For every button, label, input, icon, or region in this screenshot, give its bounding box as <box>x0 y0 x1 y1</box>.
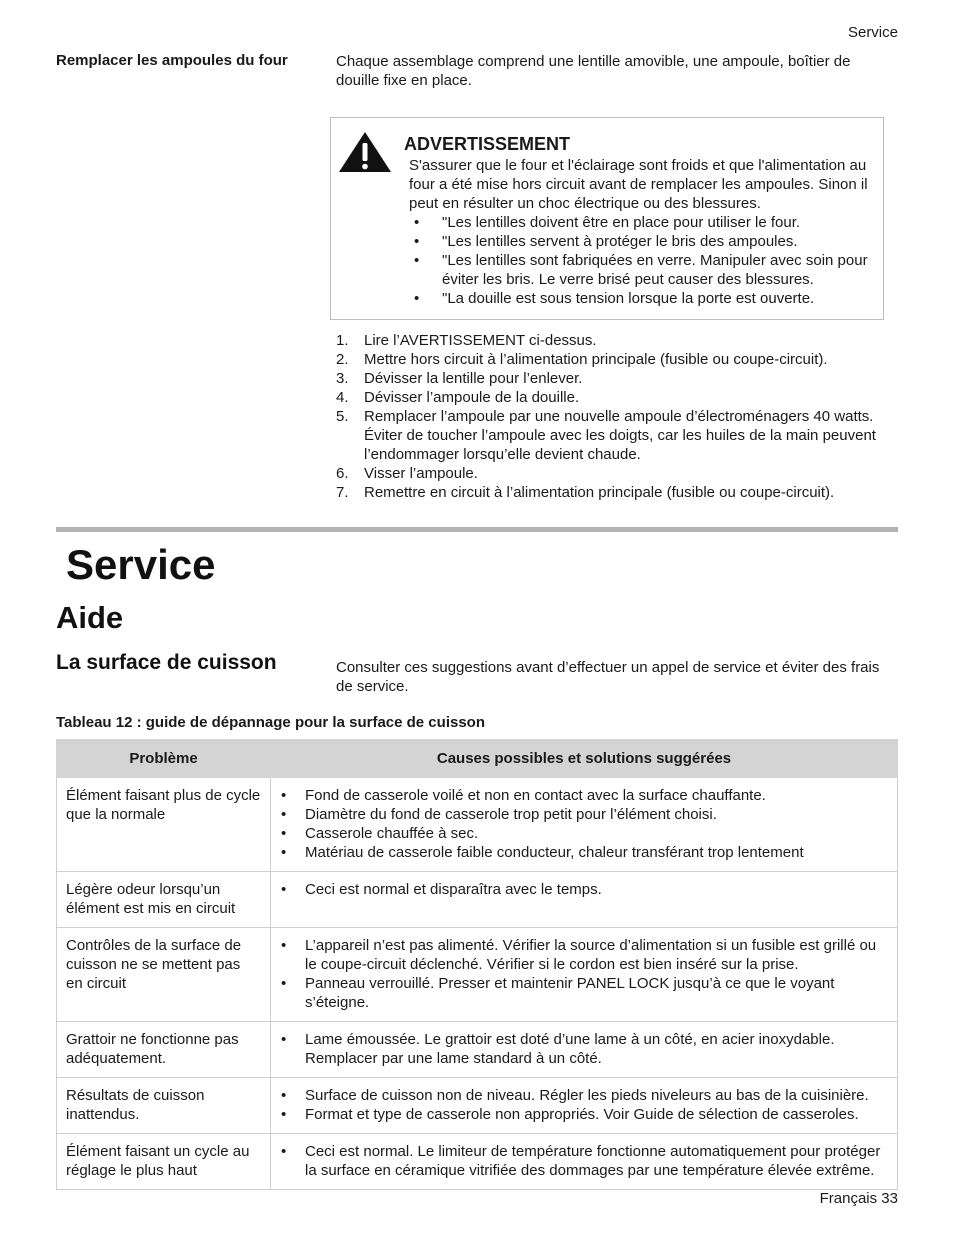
problem-cell: Contrôles de la surface de cuisson ne se mettent pas en circuit <box>57 928 271 1022</box>
step-number: 6. <box>336 465 349 482</box>
cause-item: • Matériau de casserole faible conducteur, chaleur transférant trop lentement <box>279 843 887 862</box>
step-text: Dévisser la lentille pour l’enlever. <box>364 370 583 387</box>
warning-item: • "La douille est sous tension lorsque la porte est ouverte. <box>409 289 881 308</box>
step-number: 4. <box>336 389 349 406</box>
causes-cell <box>271 1078 898 1134</box>
warning-item: • "Les lentilles servent à protéger le bris des ampoules. <box>409 232 881 251</box>
causes-cell <box>271 928 898 1022</box>
troubleshooting-table <box>56 739 898 1190</box>
step-item <box>336 407 898 464</box>
step-text: Lire l’AVERTISSEMENT ci-dessus. <box>364 332 597 349</box>
section-divider <box>56 527 898 532</box>
warning-title: ADVERTISSEMENT <box>404 134 571 154</box>
cause-item: • Ceci est normal. Le limiteur de température fonctionne automatiquement pour protéger la surface en céramique vitrifiée des dommages par une température élevée extrême. <box>279 1142 887 1180</box>
cause-item: • Diamètre du fond de casserole trop petit pour l’élément choisi. <box>279 805 887 824</box>
chapter-title: Service <box>66 541 216 588</box>
warning-item: • "Les lentilles doivent être en place pour utiliser le four. <box>409 213 881 232</box>
page-number: Français 33 <box>819 1190 898 1207</box>
step-text: Mettre hors circuit à l’alimentation principale (fusible ou coupe-circuit). <box>364 351 828 368</box>
problem-cell: Légère odeur lorsqu’un élément est mis en circuit <box>57 872 271 928</box>
step-item <box>336 331 898 350</box>
surface-intro: Consulter ces suggestions avant d’effectuer un appel de service et éviter des frais de service. <box>336 659 880 695</box>
step-item <box>336 483 898 502</box>
step-text: Dévisser l’ampoule de la douille. <box>364 389 580 406</box>
warning-text: S'assurer que le four et l'éclairage sont froids et que l'alimentation au four a été mise hors circuit avant de remplacer les ampoules. Sinon il peut en résulter un choc électrique ou des blessures. <box>409 157 868 212</box>
warning-triangle-icon <box>337 130 393 174</box>
cause-item: • Ceci est normal et disparaîtra avec le temps. <box>279 880 887 899</box>
warning-list <box>409 213 881 308</box>
steps-list <box>336 331 898 502</box>
step-number: 7. <box>336 484 349 501</box>
problem-cell: Résultats de cuisson inattendus. <box>57 1078 271 1134</box>
running-header: Service <box>847 24 898 41</box>
column-header-problem: Problème <box>57 740 271 778</box>
problem-cell: Grattoir ne fonctionne pas adéquatement. <box>57 1022 271 1078</box>
causes-cell <box>271 1134 898 1190</box>
causes-cell <box>271 872 898 928</box>
problem-cell: Élément faisant un cycle au réglage le plus haut <box>57 1134 271 1190</box>
cause-item: • Fond de casserole voilé et non en contact avec la surface chauffante. <box>279 786 887 805</box>
causes-cell <box>271 1022 898 1078</box>
table-row <box>57 872 898 928</box>
warning-box <box>330 117 884 320</box>
table-caption: Tableau 12 : guide de dépannage pour la surface de cuisson <box>56 714 485 731</box>
step-number: 5. <box>336 408 349 425</box>
bulbs-intro: Chaque assemblage comprend une lentille amovible, une ampoule, boîtier de douille fixe en place. <box>336 53 851 89</box>
table-header-row <box>57 740 898 778</box>
step-number: 1. <box>336 332 349 349</box>
subsection-title: La surface de cuisson <box>56 651 277 674</box>
section-title: Aide <box>56 600 124 635</box>
step-item <box>336 350 898 369</box>
table-row <box>57 1134 898 1190</box>
cause-item: • Panneau verrouillé. Presser et maintenir PANEL LOCK jusqu’à ce que le voyant s’éteigne. <box>279 974 887 1012</box>
step-item <box>336 388 898 407</box>
column-header-causes: Causes possibles et solutions suggérées <box>271 740 898 778</box>
cause-item: • L’appareil n’est pas alimenté. Vérifier la source d’alimentation si un fusible est grillé ou le coupe-circuit déclenché. Vérifier si le cordon est bien inséré sur la prise. <box>279 936 887 974</box>
problem-cell: Élément faisant plus de cycle que la normale <box>57 778 271 872</box>
warning-body <box>409 156 881 308</box>
step-item <box>336 369 898 388</box>
cause-item: • Lame émoussée. Le grattoir est doté d’une lame à un côté, en acier inoxydable. Remplacer par une lame standard à un côté. <box>279 1030 887 1068</box>
step-text: Visser l’ampoule. <box>364 465 478 482</box>
table-row <box>57 778 898 872</box>
step-text: Remplacer l’ampoule par une nouvelle ampoule d’électroménagers 40 watts. Éviter de toucher l’ampoule avec les doigts, car les huiles de la main peuvent l’endommager lorsqu’elle devient chaude. <box>364 408 876 463</box>
causes-cell <box>271 778 898 872</box>
table-row <box>57 1022 898 1078</box>
cause-item: • Format et type de casserole non appropriés. Voir Guide de sélection de casseroles. <box>279 1105 887 1124</box>
table-row <box>57 1078 898 1134</box>
step-text: Remettre en circuit à l’alimentation principale (fusible ou coupe-circuit). <box>364 484 835 501</box>
warning-item: • "Les lentilles sont fabriquées en verre. Manipuler avec soin pour éviter les bris. Le verre brisé peut causer des blessures. <box>409 251 881 289</box>
cause-item: • Surface de cuisson non de niveau. Régler les pieds niveleurs au bas de la cuisinière. <box>279 1086 887 1105</box>
cause-item: • Casserole chauffée à sec. <box>279 824 887 843</box>
step-number: 3. <box>336 370 349 387</box>
step-item <box>336 464 898 483</box>
bulbs-section-label: Remplacer les ampoules du four <box>56 52 288 69</box>
step-number: 2. <box>336 351 349 368</box>
table-row <box>57 928 898 1022</box>
